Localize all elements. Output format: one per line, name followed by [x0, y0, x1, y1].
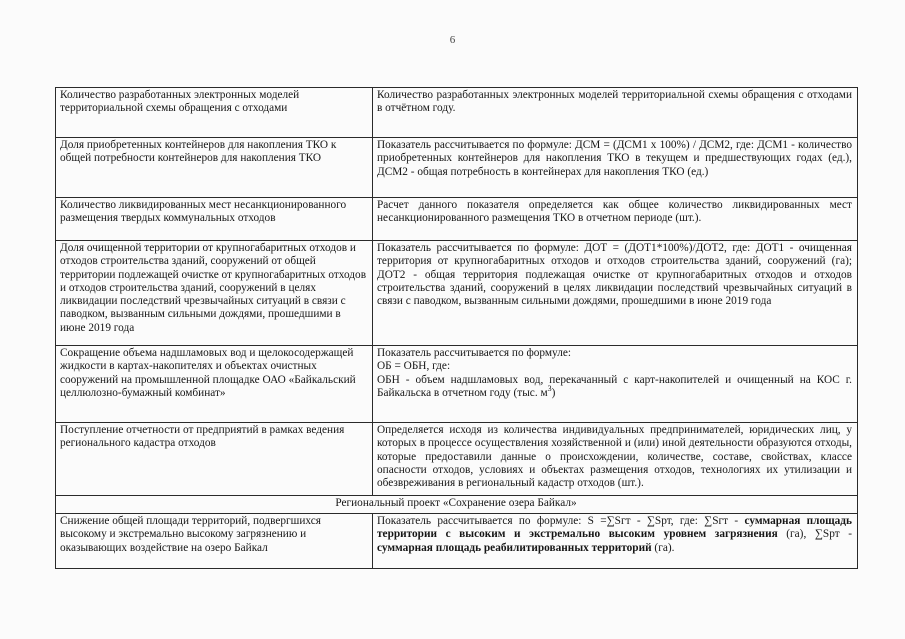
table-row: [56, 514, 858, 569]
formula: ОБ = ОБН, где:: [377, 360, 451, 373]
calculation-method: Количество разработанных электронных моделей территориальной схемы обращения с отходами в отчётном году.: [373, 88, 858, 138]
indicator-name: Количество ликвидированных мест несанкционированного размещения твердых коммунальных отходов: [56, 198, 373, 241]
formula-text: (га), ∑Sрт -: [777, 528, 852, 541]
calculation-method: Показатель рассчитывается по формуле: ДСМ = (ДСМ1 х 100%) / ДСМ2, где: ДСМ1 - количество приобретенных контейнеров для накопления ТКО в текущем и предшествующих годах (ед.), ДСМ2 - общая потребность в контейнерах для накопления ТКО (ед.): [373, 138, 858, 198]
section-row: [56, 496, 858, 514]
section-title: Региональный проект «Сохранение озера Байкал»: [56, 496, 858, 514]
calculation-method: [373, 346, 858, 423]
indicators-table: [55, 87, 858, 569]
indicator-name: Количество разработанных электронных моделей территориальной схемы обращения с отходами: [56, 88, 373, 138]
formula-variable-definition: ОБН - объем надшламовых вод, перекачанный с карт-накопителей и очищенный на КОС г. Байкальска в отчетном году (тыс. м: [377, 373, 852, 399]
formula-bold-term: суммарная площадь реабилитированных территорий: [377, 541, 652, 554]
table-row: [56, 346, 858, 423]
table-row: [56, 88, 858, 138]
closing-paren: ): [551, 386, 556, 399]
indicator-name: Доля приобретенных контейнеров для накопления ТКО к общей потребности контейнеров для накопления ТКО: [56, 138, 373, 198]
table-row: [56, 138, 858, 198]
indicator-name: Сокращение объема надшламовых вод и щелокосодержащей жидкости в картах-накопителях и объектах очистных сооружений на промышленной площадке ОАО «Байкальский целлюлозно-бумажный комбинат»: [56, 346, 373, 423]
table-row: [56, 423, 858, 496]
formula-intro: Показатель рассчитывается по формуле:: [377, 347, 571, 359]
formula-text: (га).: [651, 541, 675, 554]
table-row: [56, 241, 858, 346]
formula-text: Показатель рассчитывается по формуле: S =∑Sгт - ∑Sрт, где: ∑Sгт -: [377, 515, 745, 527]
page-number: 6: [449, 34, 456, 46]
calculation-method: [373, 514, 858, 569]
table-row: [56, 198, 858, 241]
indicator-name: Поступление отчетности от предприятий в рамках ведения регионального кадастра отходов: [56, 423, 373, 496]
indicator-name: Снижение общей площади территорий, подвергшихся высокому и экстремально высокому загрязнению и оказывающих воздействие на озеро Байкал: [56, 514, 373, 569]
indicator-name: Доля очищенной территории от крупногабаритных отходов и отходов строительства зданий, сооружений от общей территории подлежащей очистке от крупногабаритных отходов и отходов строительства зданий, сооружений в целях ликвидации последствий чрезвычайных ситуаций в связи с паводком, вызванным сильными дождями, прошедшими в июне 2019 года: [56, 241, 373, 346]
unit-superscript: 3: [547, 384, 552, 394]
calculation-method: Расчет данного показателя определяется как общее количество ликвидированных мест несанкционированного размещения ТКО в отчетном периоде (шт.).: [373, 198, 858, 241]
formula-bold-term: суммарная площадь территории с высоким и экстремально высоким уровнем загрязнения: [377, 515, 852, 541]
calculation-method: Определяется исходя из количества индивидуальных предпринимателей, юридических лиц, у которых в процессе осуществления хозяйственной и (или) иной деятельности образуются отходы, которые предоставили данные о происхождении, количестве, составе, свойствах, классе опасности отходов, условиях и объектах размещения отходов, технологиях их утилизации и обезвреживания в региональный кадастр отходов (шт.).: [373, 423, 858, 496]
calculation-method: Показатель рассчитывается по формуле: ДОТ = (ДОТ1*100%)/ДОТ2, где: ДОТ1 - очищенная территория от крупногабаритных отходов и отходов строительства зданий, сооружений (га); ДОТ2 - общая территория подлежащая очистке от крупногабаритных отходов и отходов строительства зданий, сооружений в целях ликвидации последствий чрезвычайных ситуаций в связи с паводком, вызванным сильными дождями, прошедшими в июне 2019 года: [373, 241, 858, 346]
